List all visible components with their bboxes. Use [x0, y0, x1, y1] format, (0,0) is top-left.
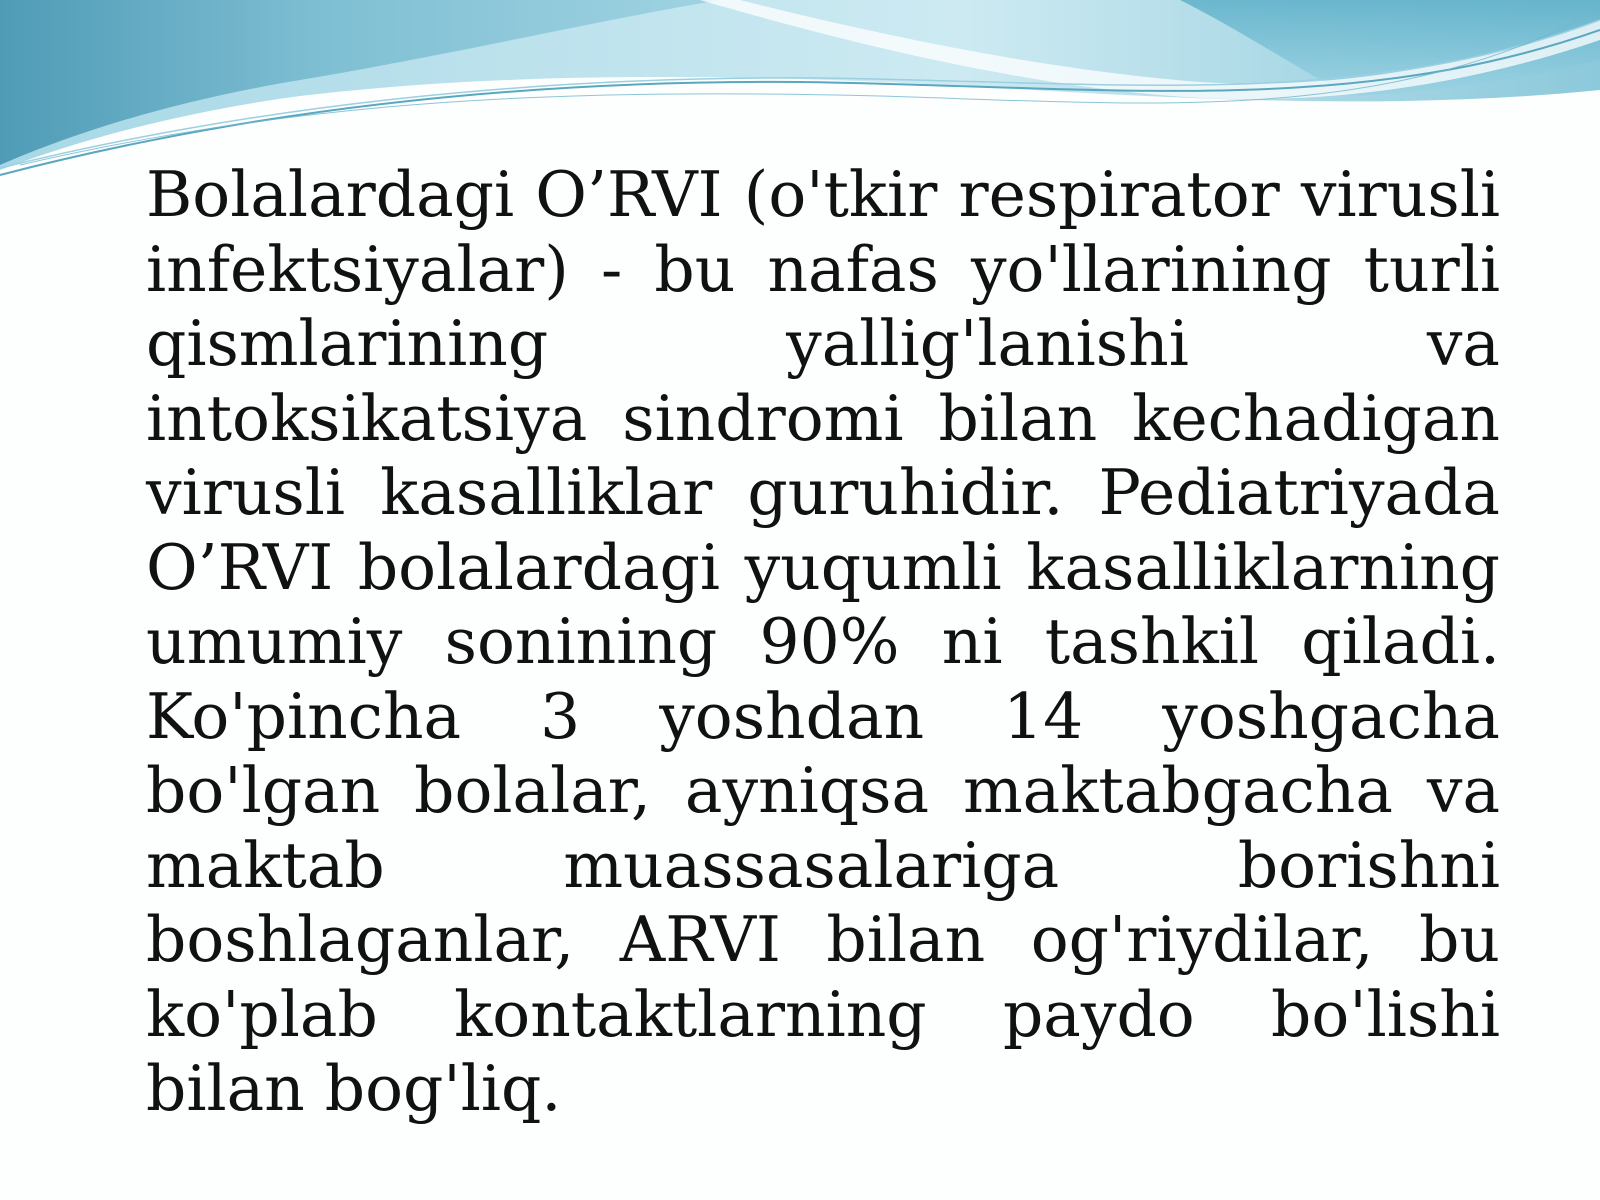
slide-body-text: Bolalardagi O’RVI (o'tkir respirator virusli infektsiyalar) - bu nafas yo'llarining turli qismlarining yallig'lanishi va intoksikatsiya sindromi bilan kechadigan virusli kasalliklar guruhidir. Pediatriyada O’RVI bolalardagi yuqumli kasalliklarning umumiy sonining 90% ni tashkil qiladi. Ko'pincha 3 yoshdan 14 yoshgacha bo'lgan bolalar, ayniqsa maktabgacha va maktab muassasalariga borishni boshlaganlar, ARVI bilan og'riydilar, bu ko'plab kontaktlarning paydo bo'lishi bilan bog'liq.	[146, 158, 1500, 1125]
